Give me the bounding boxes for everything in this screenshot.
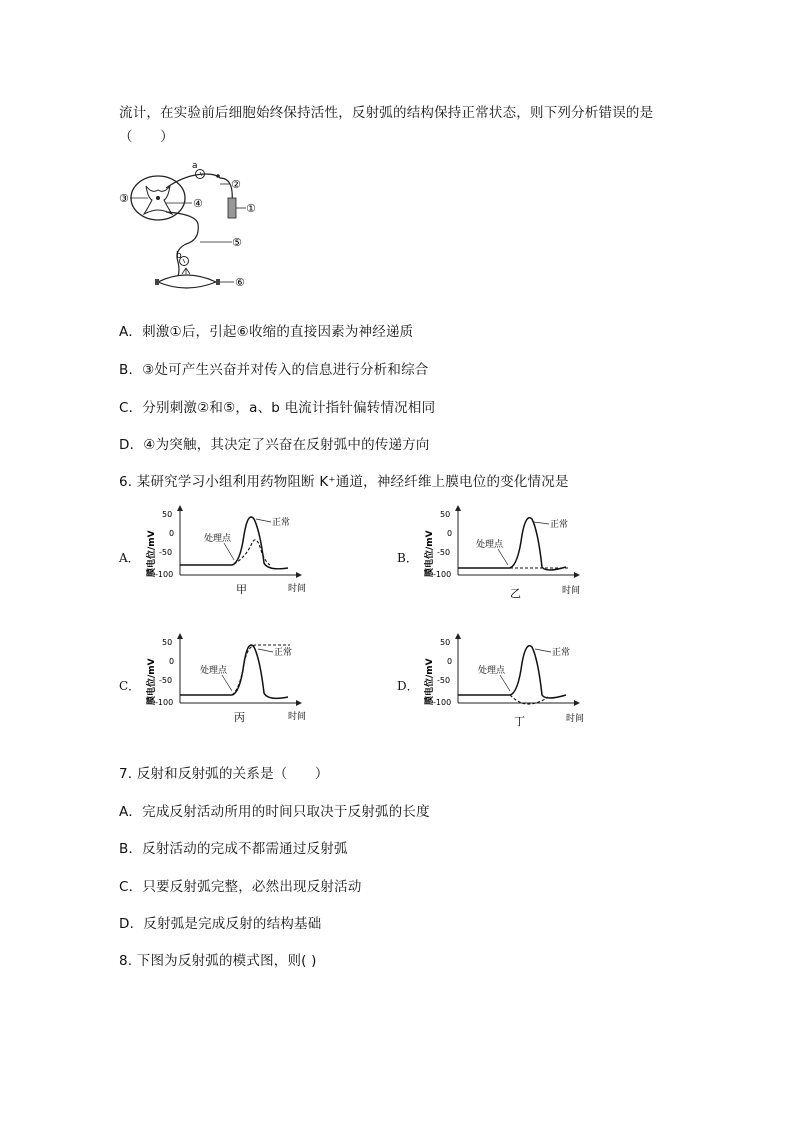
tick-minus50: -50: [437, 676, 451, 685]
normal-label: 正常: [552, 648, 571, 658]
label-1: ①: [246, 202, 256, 215]
tick-minus50: -50: [437, 548, 451, 557]
xlabel: 时间: [562, 586, 581, 596]
q5-option-c: C．分别刺激②和⑤，a、b 电流计指针偏转情况相同: [119, 400, 436, 416]
xlabel: 时间: [566, 714, 585, 724]
q5-stem: 流计，在实验前后细胞始终保持活性，反射弧的结构保持正常状态，则下列分析错误的是: [119, 105, 654, 121]
graph-c: [140, 633, 320, 728]
q6-option-b-label: B．: [397, 551, 418, 565]
normal-label: 正常: [274, 648, 293, 658]
tick-minus100: -100: [155, 698, 174, 707]
label-6: ⑥: [235, 276, 245, 289]
ylabel: 膜电位/mV: [425, 658, 435, 705]
q6-option-c-label: C．: [119, 679, 141, 693]
tick-0: 0: [447, 529, 453, 538]
q5-option-d: D．④为突触，其决定了兴奋在反射弧中的传递方向: [119, 437, 430, 453]
q7-option-a: A．完成反射活动所用的时间只取决于反射弧的长度: [119, 804, 430, 820]
q5-option-a: A．刺激①后，引起⑥收缩的直接因素为神经递质: [119, 324, 414, 340]
ylabel: 膜电位/mV: [147, 530, 157, 577]
q8-stem: 8. 下图为反射弧的模式图，则( ): [119, 953, 317, 969]
q6-option-d-label: D．: [397, 679, 419, 693]
tick-0: 0: [169, 529, 175, 538]
treat-label: 处理点: [204, 534, 232, 544]
ylabel: 膜电位/mV: [147, 658, 157, 705]
q6-option-a-label: A．: [119, 551, 140, 565]
tick-50: 50: [440, 638, 451, 647]
tick-minus100: -100: [433, 570, 452, 579]
q7-option-c: C．只要反射弧完整，必然出现反射活动: [119, 879, 362, 895]
label-3: ③: [119, 192, 129, 205]
q6-stem: 6. 某研究学习小组利用药物阻断 K⁺通道，神经纤维上膜电位的变化情况是: [119, 474, 569, 490]
ylabel: 膜电位/mV: [425, 530, 435, 577]
normal-label: 正常: [550, 520, 569, 530]
reflex-arc-diagram: [118, 158, 263, 298]
graph-a: [140, 505, 320, 600]
tick-0: 0: [447, 657, 453, 666]
tick-minus50: -50: [159, 548, 173, 557]
xlabel: 时间: [288, 712, 307, 722]
label-2: ②: [231, 178, 241, 191]
tick-0: 0: [169, 657, 175, 666]
q7-stem: 7. 反射和反射弧的关系是（ ）: [119, 766, 329, 782]
normal-label: 正常: [272, 518, 291, 528]
label-b: b: [176, 251, 182, 261]
q7-option-d: D．反射弧是完成反射的结构基础: [119, 916, 322, 932]
q5-option-b: B．③处可产生兴奋并对传入的信息进行分析和综合: [119, 362, 429, 378]
label-4: ④: [193, 197, 203, 210]
graph-d: [418, 633, 598, 728]
effector-6: [158, 275, 216, 288]
graph-name: 甲: [236, 583, 247, 596]
q7-option-b: B．反射活动的完成不都需通过反射弧: [119, 841, 348, 857]
treat-label: 处理点: [476, 540, 504, 550]
graph-name: 丙: [234, 711, 245, 724]
receptor-1: [228, 198, 236, 218]
xlabel: 时间: [288, 584, 307, 594]
tick-minus100: -100: [155, 570, 174, 579]
label-5: ⑤: [232, 236, 242, 249]
label-a: a: [192, 161, 198, 171]
tick-minus100: -100: [433, 698, 452, 707]
treat-label: 处理点: [200, 666, 228, 676]
graph-name: 丁: [514, 715, 525, 728]
tick-minus50: -50: [159, 676, 173, 685]
tick-50: 50: [162, 510, 173, 519]
graph-b: [418, 505, 598, 600]
graph-name: 乙: [510, 587, 521, 600]
treat-label: 处理点: [478, 666, 506, 676]
tick-50: 50: [162, 638, 173, 647]
tick-50: 50: [440, 510, 451, 519]
q5-paren: （ ）: [119, 129, 174, 145]
